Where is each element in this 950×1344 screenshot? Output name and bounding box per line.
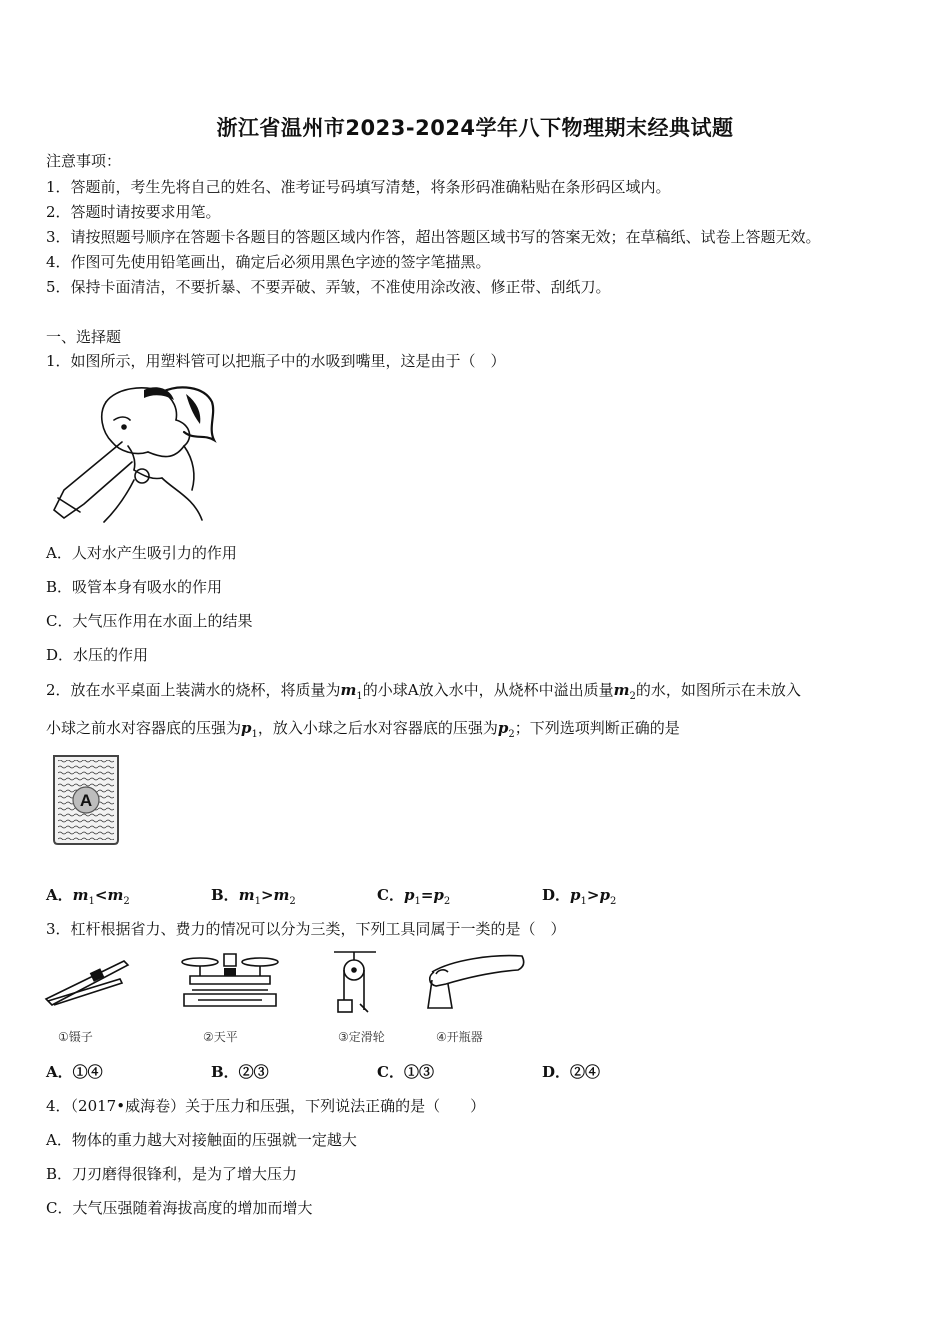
question-3-option-d: D．②④ bbox=[542, 1063, 601, 1081]
question-1-stem: 1．如图所示，用塑料管可以把瓶子中的水吸到嘴里，这是由于（ ） bbox=[46, 352, 506, 370]
girl-drinking-straw-figure bbox=[44, 380, 219, 525]
notice-item-5: 5．保持卡面清洁，不要折暴、不要弄破、弄皱，不准使用涂改液、修正带、刮纸刀。 bbox=[46, 278, 611, 296]
bottle-opener-figure bbox=[422, 950, 526, 1010]
question-1-option-d: D．水压的作用 bbox=[46, 646, 149, 664]
question-3-option-a: A．①④ bbox=[46, 1063, 103, 1081]
question-4-stem: 4．（2017•威海卷）关于压力和压强，下列说法正确的是（ ） bbox=[46, 1097, 486, 1115]
notice-item-1: 1．答题前，考生先将自己的姓名、准考证号码填写清楚，将条形码准确粘贴在条形码区域内。 bbox=[46, 178, 671, 196]
question-4-option-b: B．刀刃磨得很锋利，是为了增大压力 bbox=[46, 1165, 298, 1183]
question-2-option-d: D．$p_1>p_2$ bbox=[542, 886, 617, 907]
question-1-option-a: A．人对水产生吸引力的作用 bbox=[46, 544, 237, 562]
question-2-option-b: B．$m_1>m_2$ bbox=[211, 886, 296, 907]
tool-caption-bottle-opener: ④开瓶器 bbox=[436, 1030, 483, 1044]
page-title: 浙江省温州市2023-2024学年八下物理期末经典试题 bbox=[216, 116, 734, 140]
balance-scale-figure bbox=[178, 950, 282, 1014]
question-4-option-c: C．大气压强随着海拔高度的增加而增大 bbox=[46, 1199, 313, 1217]
notice-item-4: 4．作图可先使用铅笔画出，确定后必须用黑色字迹的签字笔描黑。 bbox=[46, 253, 491, 271]
tool-caption-pulley: ③定滑轮 bbox=[338, 1030, 385, 1044]
question-2-stem-line2: 小球之前水对容器底的压强为$p_1$，放入小球之后水对容器底的压强为$p_2$；下列选项判断正确的是 bbox=[46, 719, 680, 740]
section-heading: 一、选择题 bbox=[46, 328, 122, 346]
question-3-option-c: C．①③ bbox=[377, 1063, 434, 1081]
question-2-option-c: C．$p_1=p_2$ bbox=[377, 886, 451, 907]
question-2-stem-line1: 2．放在水平桌面上装满水的烧杯，将质量为$m_1$的小球A放入水中，从烧杯中溢出质量$m_2$的水，如图所示在未放入 bbox=[46, 681, 801, 702]
tweezers-figure bbox=[44, 955, 130, 1011]
question-4-option-a: A．物体的重力越大对接触面的压强就一定越大 bbox=[46, 1131, 357, 1149]
beaker-figure bbox=[50, 752, 122, 848]
question-1-option-b: B．吸管本身有吸水的作用 bbox=[46, 578, 223, 596]
notice-item-2: 2．答题时请按要求用笔。 bbox=[46, 203, 221, 221]
notice-item-3: 3．请按照题号顺序在答题卡各题目的答题区域内作答，超出答题区域书写的答案无效；在草稿纸、试卷上答题无效。 bbox=[46, 228, 821, 246]
fixed-pulley-figure bbox=[332, 950, 378, 1016]
notice-heading: 注意事项： bbox=[46, 152, 122, 170]
tool-caption-balance: ②天平 bbox=[203, 1030, 238, 1044]
tool-caption-tweezers: ①镊子 bbox=[58, 1030, 93, 1044]
question-3-stem: 3．杠杆根据省力、费力的情况可以分为三类，下列工具同属于一类的是（ ） bbox=[46, 920, 566, 938]
question-1-option-c: C．大气压作用在水面上的结果 bbox=[46, 612, 253, 630]
question-3-option-b: B．②③ bbox=[211, 1063, 269, 1081]
ball-label: A bbox=[79, 791, 93, 810]
question-2-option-a: A．$m_1<m_2$ bbox=[46, 886, 130, 907]
